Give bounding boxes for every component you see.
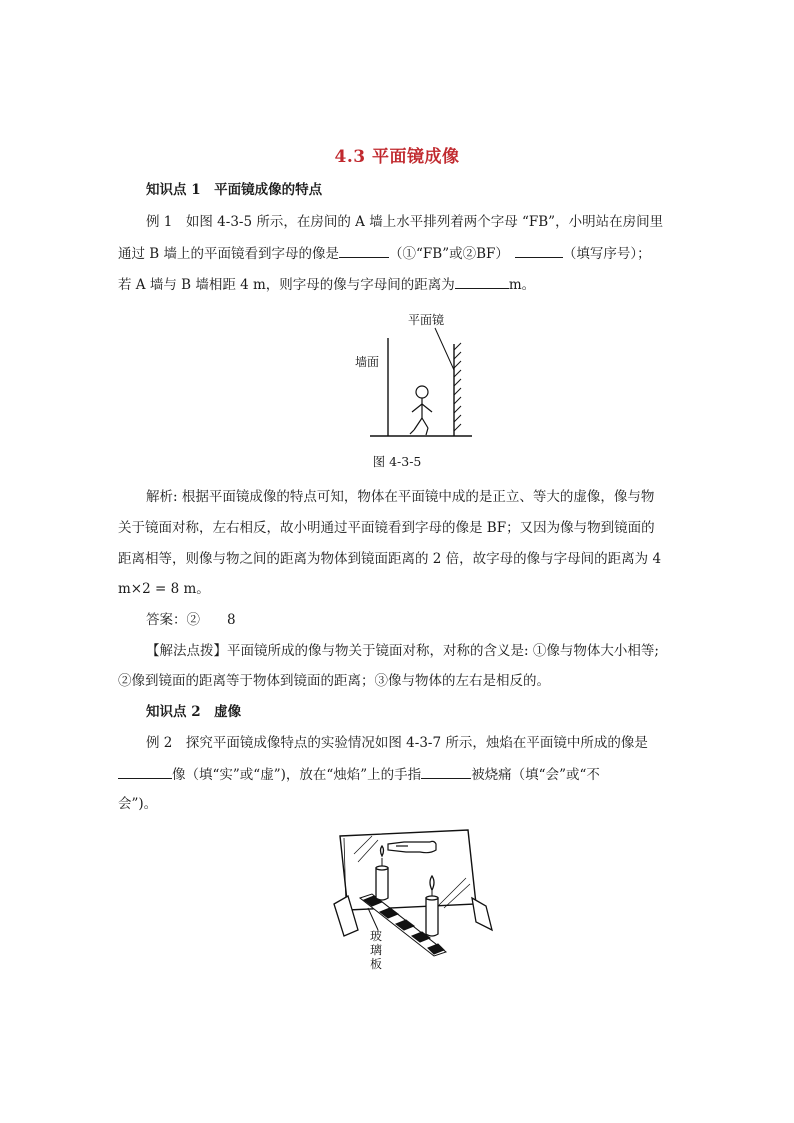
svg-text:玻: 玻 xyxy=(370,929,383,943)
example2-line3: 会”)。 xyxy=(118,796,158,812)
candle-image xyxy=(376,846,388,900)
example1-line2-c: （填写序号）； xyxy=(562,246,651,262)
example2-line2 xyxy=(118,764,678,785)
candle-icon xyxy=(426,876,438,936)
analysis-line3: 距离相等，则像与物之间的距离为物体到镜面距离的 2 倍，故字母的像与字母间的距离为 4 xyxy=(118,551,662,567)
tip-line2: ②像到镜面的距离等于物体到镜面的距离；③像与物体的左右是相反的。 xyxy=(118,673,550,689)
example1-line3 xyxy=(118,274,678,295)
example1-line2-a: 通过 B 墙上的平面镜看到字母的像是 xyxy=(118,246,340,262)
answer-blank-1[interactable] xyxy=(339,243,389,258)
page-title: 4.3 平面镜成像 xyxy=(334,147,460,167)
figure-mirror-room xyxy=(350,308,490,443)
label-wall: 墙面 xyxy=(355,355,380,369)
section2-heading: 知识点 2 虚像 xyxy=(146,704,242,720)
hand-icon xyxy=(388,841,436,852)
label-glass xyxy=(370,928,382,971)
person-figure xyxy=(410,386,432,435)
figure-caption-1: 图 4-3-5 xyxy=(372,454,422,469)
svg-text:板: 板 xyxy=(370,957,383,971)
label-mirror: 平面镜 xyxy=(408,313,445,327)
analysis-line2: 关于镜面对称，左右相反，故小明通过平面镜看到字母的像是 BF；又因为像与物到镜面的 xyxy=(118,520,655,536)
figure-candle-experiment xyxy=(326,826,496,976)
section1-heading: 知识点 1 平面镜成像的特点 xyxy=(146,182,323,198)
example2-line2-b: 被烧痛（填“会”或“不 xyxy=(471,767,600,783)
example2-line2-a: 像（填“实”或“虚”)，放在“烛焰”上的手指 xyxy=(172,767,422,783)
analysis-line1: 解析: 根据平面镜成像的特点可知，物体在平面镜中成的是正立、等大的虚像，像与物 xyxy=(146,489,655,505)
example2-line1: 例 2 探究平面镜成像特点的实验情况如图 4-3-7 所示，烛焰在平面镜中所成的像是 xyxy=(146,735,648,751)
example1-text: 如图 4-3-5 所示，在房间的 A 墙上水平排列着两个字母 “FB”，小明站在房间里 xyxy=(185,214,664,230)
example1-label: 例 1 xyxy=(146,214,173,230)
example1-line1 xyxy=(146,212,678,232)
example1-line3-a: 若 A 墙与 B 墙相距 4 m，则字母的像与字母间的距离为 xyxy=(118,277,455,293)
example1-line3-b: m。 xyxy=(508,277,536,293)
example1-line2-b: （①“FB”或②BF） xyxy=(389,246,509,262)
answer-blank-2[interactable] xyxy=(515,243,563,258)
answer-blank-3[interactable] xyxy=(455,274,509,289)
answer-line: 答案：② 8 xyxy=(146,612,236,628)
mirror-hatching xyxy=(454,343,461,431)
answer-blank-4[interactable] xyxy=(118,764,172,779)
example1-line2 xyxy=(118,243,678,264)
svg-text:璃: 璃 xyxy=(370,943,383,957)
analysis-line4: m×2 = 8 m。 xyxy=(118,581,210,597)
tip-line1: 【解法点拨】平面镜所成的像与物关于镜面对称，对称的含义是: ①像与物体大小相等; xyxy=(146,643,659,659)
answer-blank-5[interactable] xyxy=(421,764,471,779)
